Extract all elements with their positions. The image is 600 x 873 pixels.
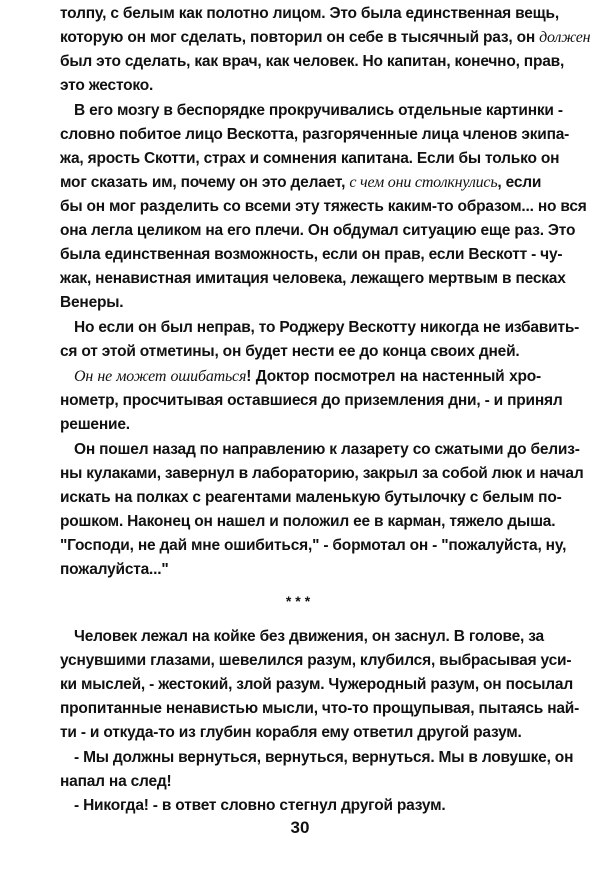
text-segment: ны кулаками, завернул в лабораторию, закрыл за собой люк и начал	[60, 465, 584, 482]
text-segment: мог сказать им, почему он это делает,	[60, 174, 350, 191]
text-line	[60, 722, 541, 744]
text-segment: жак, ненавистная имитация человека, лежащего мертвым в песках	[60, 270, 566, 287]
italic-text: должен	[539, 29, 591, 46]
text-segment: В его мозгу в беспорядке прокручивались отдельные картинки -	[74, 102, 563, 119]
text-line	[60, 487, 562, 509]
text-line	[60, 3, 559, 25]
text-segment: "Господи, не дай мне ошибиться," - бормотал он - "пожалуйста, ну,	[60, 537, 567, 554]
text-line	[60, 463, 584, 485]
text-line	[60, 75, 541, 97]
text-line	[60, 341, 541, 363]
text-line	[60, 771, 541, 793]
text-segment: Венеры.	[60, 294, 124, 311]
text-line	[60, 27, 591, 49]
text-line	[74, 626, 544, 648]
italic-text: с чем они столкнулись	[349, 174, 498, 191]
text-line	[60, 268, 566, 290]
text-line	[74, 747, 574, 769]
text-line	[60, 172, 541, 194]
text-segment: пожалуйста..."	[60, 561, 169, 578]
text-line	[60, 390, 563, 412]
text-segment: - Мы должны вернуться, вернуться, вернуться. Мы в ловушке, он	[74, 749, 574, 766]
text-line	[60, 292, 541, 314]
text-segment: жа, ярость Скотти, страх и сомнения капитана. Если бы только он	[60, 150, 560, 167]
text-line	[74, 439, 580, 461]
text-line	[60, 196, 587, 218]
text-line	[74, 317, 580, 339]
text-segment: напал на след!	[60, 773, 172, 790]
text-segment: бы он мог разделить со всеми эту тяжесть каким-то образом... но вся	[60, 198, 587, 215]
text-line	[74, 795, 541, 817]
text-segment: это жестоко.	[60, 77, 154, 94]
text-segment: рошком. Наконец он нашел и положил ее в карман, тяжело дыша.	[60, 513, 556, 530]
text-segment: решение.	[60, 416, 130, 433]
text-segment: она легла целиком на его плечи. Он обдумал ситуацию еще раз. Это	[60, 222, 576, 239]
text-line	[60, 244, 563, 266]
text-line	[60, 559, 541, 581]
text-line	[60, 698, 580, 720]
section-separator: ***	[285, 593, 315, 609]
text-line	[74, 100, 563, 122]
text-segment: искать на полках с реагентами маленькую бутылочку с белым по-	[60, 489, 562, 506]
text-segment: , если	[497, 174, 542, 191]
page-number: 30	[290, 818, 310, 837]
text-line	[60, 511, 556, 533]
text-segment: Он пошел назад по направлению к лазарету со сжатыми до белиз-	[74, 441, 580, 458]
italic-text: Он не может ошибаться	[74, 368, 247, 385]
text-segment: словно побитое лицо Вескотта, разгоряченные лица членов экипа-	[60, 126, 570, 143]
text-segment: толпу, с белым как полотно лицом. Это была единственная вещь,	[60, 5, 559, 22]
text-line	[74, 366, 541, 388]
text-segment: ! Доктор посмотрел на настенный хро-	[246, 368, 541, 385]
text-segment: которую он мог сделать, повторил он себе в тысячный раз, он	[60, 29, 540, 46]
text-segment: была единственная возможность, если он прав, если Вескотт - чу-	[60, 246, 563, 263]
text-line	[60, 535, 567, 557]
text-segment: Но если он был неправ, то Роджеру Вескотту никогда не избавить-	[74, 319, 580, 336]
text-line	[60, 51, 565, 73]
text-line	[60, 124, 570, 146]
text-segment: - Никогда! - в ответ словно стегнул другой разум.	[74, 797, 446, 814]
text-line	[60, 674, 573, 696]
text-line	[60, 220, 576, 242]
text-line	[60, 650, 572, 672]
text-segment: был это сделать, как врач, как человек. Но капитан, конечно, прав,	[60, 53, 565, 70]
text-segment: ся от этой отметины, он будет нести ее до конца своих дней.	[60, 343, 520, 360]
text-segment: нометр, просчитывая оставшиеся до приземления дни, - и принял	[60, 392, 563, 409]
text-line	[60, 414, 541, 436]
text-segment: Человек лежал на койке без движения, он заснул. В голове, за	[74, 628, 544, 645]
text-line	[60, 148, 560, 170]
text-segment: ки мыслей, - жестокий, злой разум. Чужеродный разум, он посылал	[60, 676, 573, 693]
text-segment: уснувшими глазами, шевелился разум, клубился, выбрасывая уси-	[60, 652, 572, 669]
text-segment: пропитанные ненавистью мысли, что-то прощупывая, пытаясь най-	[60, 700, 580, 717]
text-segment: ти - и откуда-то из глубин корабля ему ответил другой разум.	[60, 724, 522, 741]
